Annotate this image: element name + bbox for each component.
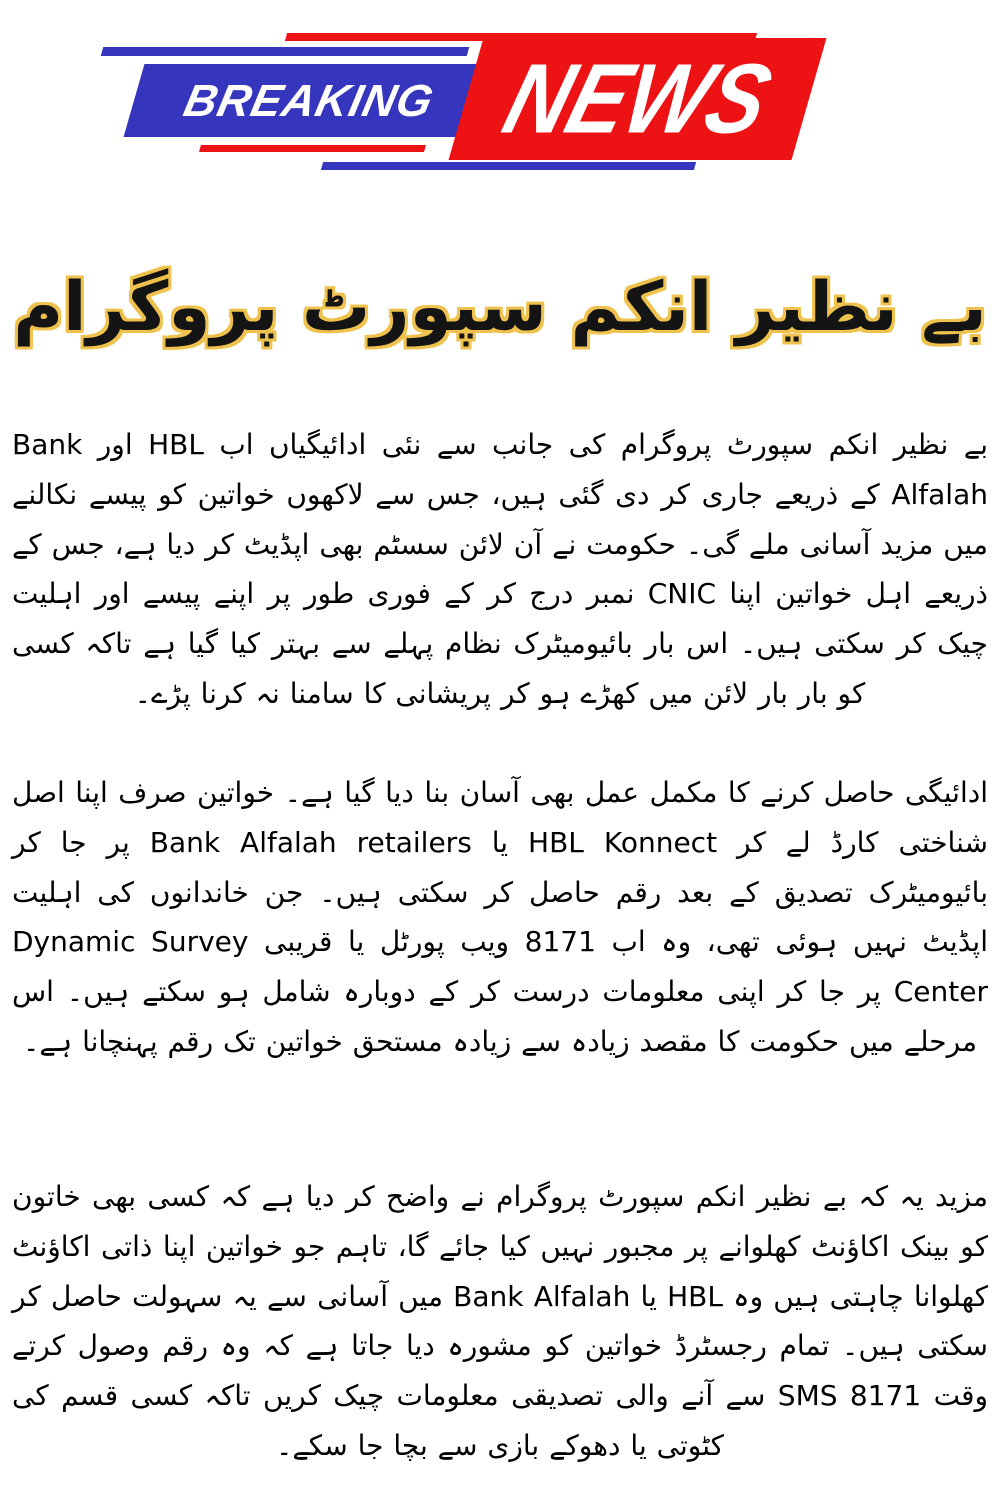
news-red-parallelogram <box>449 38 827 160</box>
banner-red-bottom-stripe <box>199 145 426 152</box>
headline-text: بے نظیر انکم سپورٹ پروگرام <box>13 267 987 347</box>
article-paragraph-1: بے نظیر انکم سپورٹ پروگرام کی جانب سے نئی ادائیگیاں اب HBL اور Bank Alfalah کے ذریعے جاری کر دی گئی ہیں، جس سے لاکھوں خواتین کو پیسے نکالنے میں مزید آسانی ملے گی۔ حکومت نے آن لائن سسٹم بھی اپڈیٹ کر دیا ہے، جس کے ذریعے اہل خواتین اپنا CNIC نمبر درج کر کے فوری طور پر اپنے پیسے اور اہلیت چیک کر سکتی ہیں۔ اس بار بائیومیٹرک نظام پہلے سے بہتر کیا گیا ہے تاکہ کسی کو بار بار لائن میں کھڑے ہو کر پریشانی کا سامنا نہ کرنا پڑے۔ <box>12 428 988 711</box>
breaking-blue-parallelogram <box>124 64 495 137</box>
breaking-label: BREAKING <box>179 74 439 126</box>
article-paragraph-3: مزید یہ کہ بے نظیر انکم سپورٹ پروگرام نے واضح کر دیا ہے کہ کسی بھی خاتون کو بینک اکاؤنٹ کھلوانے پر مجبور نہیں کیا جائے گا، تاہم جو خواتین اپنا ذاتی اکاؤنٹ کھلوانا چاہتی ہیں وہ HBL یا Bank Alfalah میں آسانی سے یہ سہولت حاصل کر سکتی ہیں۔ تمام رجسٹرڈ خواتین کو مشورہ دیا جاتا ہے کہ وہ رقم وصول کرتے وقت SMS 8171 سے آنے والی تصدیقی معلومات چیک کریں تاکہ کسی قسم کی کٹوتی یا دھوکے بازی سے بچا جا سکے۔ <box>12 1180 988 1463</box>
banner-blue-top-stripe <box>101 47 470 56</box>
breaking-news-banner <box>100 30 840 180</box>
banner-blue-bottom-stripe <box>321 162 696 170</box>
headline <box>0 215 1000 400</box>
article-paragraph-2: ادائیگی حاصل کرنے کا مکمل عمل بھی آسان بنا دیا گیا ہے۔ خواتین صرف اپنا اصل شناختی کارڈ لے کر HBL Konnect یا Bank Alfalah retailers پر جا کر بائیومیٹرک تصدیق کے بعد رقم حاصل کر سکتی ہیں۔ جن خاندانوں کی اہلیت اپڈیٹ نہیں ہوئی تھی، وہ اب 8171 ویب پورٹل یا قریبی Dynamic Survey Center پر جا کر اپنی معلومات درست کر کے دوبارہ شامل ہو سکتے ہیں۔ اس مرحلے میں حکومت کا مقصد زیادہ سے زیادہ مستحق خواتین تک رقم پہنچانا ہے۔ <box>12 776 988 1059</box>
news-label: NEWS <box>492 43 783 154</box>
